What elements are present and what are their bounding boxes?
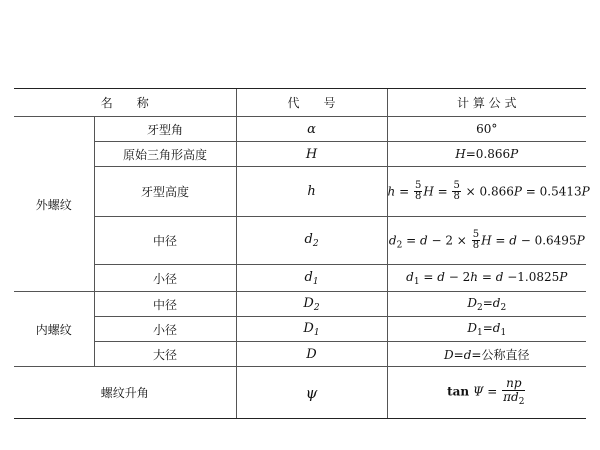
row-name: 中径 [94,292,236,317]
table-row [14,117,586,142]
table-row [14,217,586,265]
header-name: 名 称 [14,89,236,117]
row-name: 原始三角形高度 [94,142,236,167]
row-symbol: D [236,342,387,367]
row-formula: tan Ψ = $\frac{np}{\pi d_2}$ [387,367,586,419]
header-row [14,89,586,117]
row-symbol: H [236,142,387,167]
row-formula: $D_1=d_1$ [387,317,586,342]
table-row [14,142,586,167]
row-symbol: ψ [236,367,387,419]
row-name: 牙型角 [94,117,236,142]
row-name: 螺纹升角 [14,367,236,419]
header-formula: 计 算 公 式 [387,89,586,117]
header-code: 代 号 [236,89,387,117]
row-name: 中径 [94,217,236,265]
row-name: 大径 [94,342,236,367]
row-name: 小径 [94,317,236,342]
table-row [14,265,586,292]
table-row [14,342,586,367]
row-formula: H=0.866P [387,142,586,167]
row-formula: 60° [387,117,586,142]
row-formula: $d_2 = d - 2$ × $\frac{5}{8}$ H = d − 0.6495P [387,217,586,265]
row-symbol: α [236,117,387,142]
row-formula: $D_2=d_2$ [387,292,586,317]
table-row [14,292,586,317]
group-external: 外螺纹 [14,117,94,292]
row-symbol: $D_1$ [236,317,387,342]
row-formula: D=d=公称直径 [387,342,586,367]
row-symbol: $D_2$ [236,292,387,317]
table-row [14,317,586,342]
thread-parameters-table [14,88,590,419]
row-symbol: $d_1$ [236,265,387,292]
row-symbol: h [236,167,387,217]
row-formula: $d_1 = d - 2h = d -1.0825P$ [387,265,586,292]
row-name: 牙型高度 [94,167,236,217]
row-name: 小径 [94,265,236,292]
row-formula: h = $\frac{5}{8}$ H = $\frac{5}{8}$ × 0.866P = 0.5413P [387,167,586,217]
table-row [14,367,586,419]
table-row [14,167,586,217]
group-internal: 内螺纹 [14,292,94,367]
row-symbol: $d_2$ [236,217,387,265]
